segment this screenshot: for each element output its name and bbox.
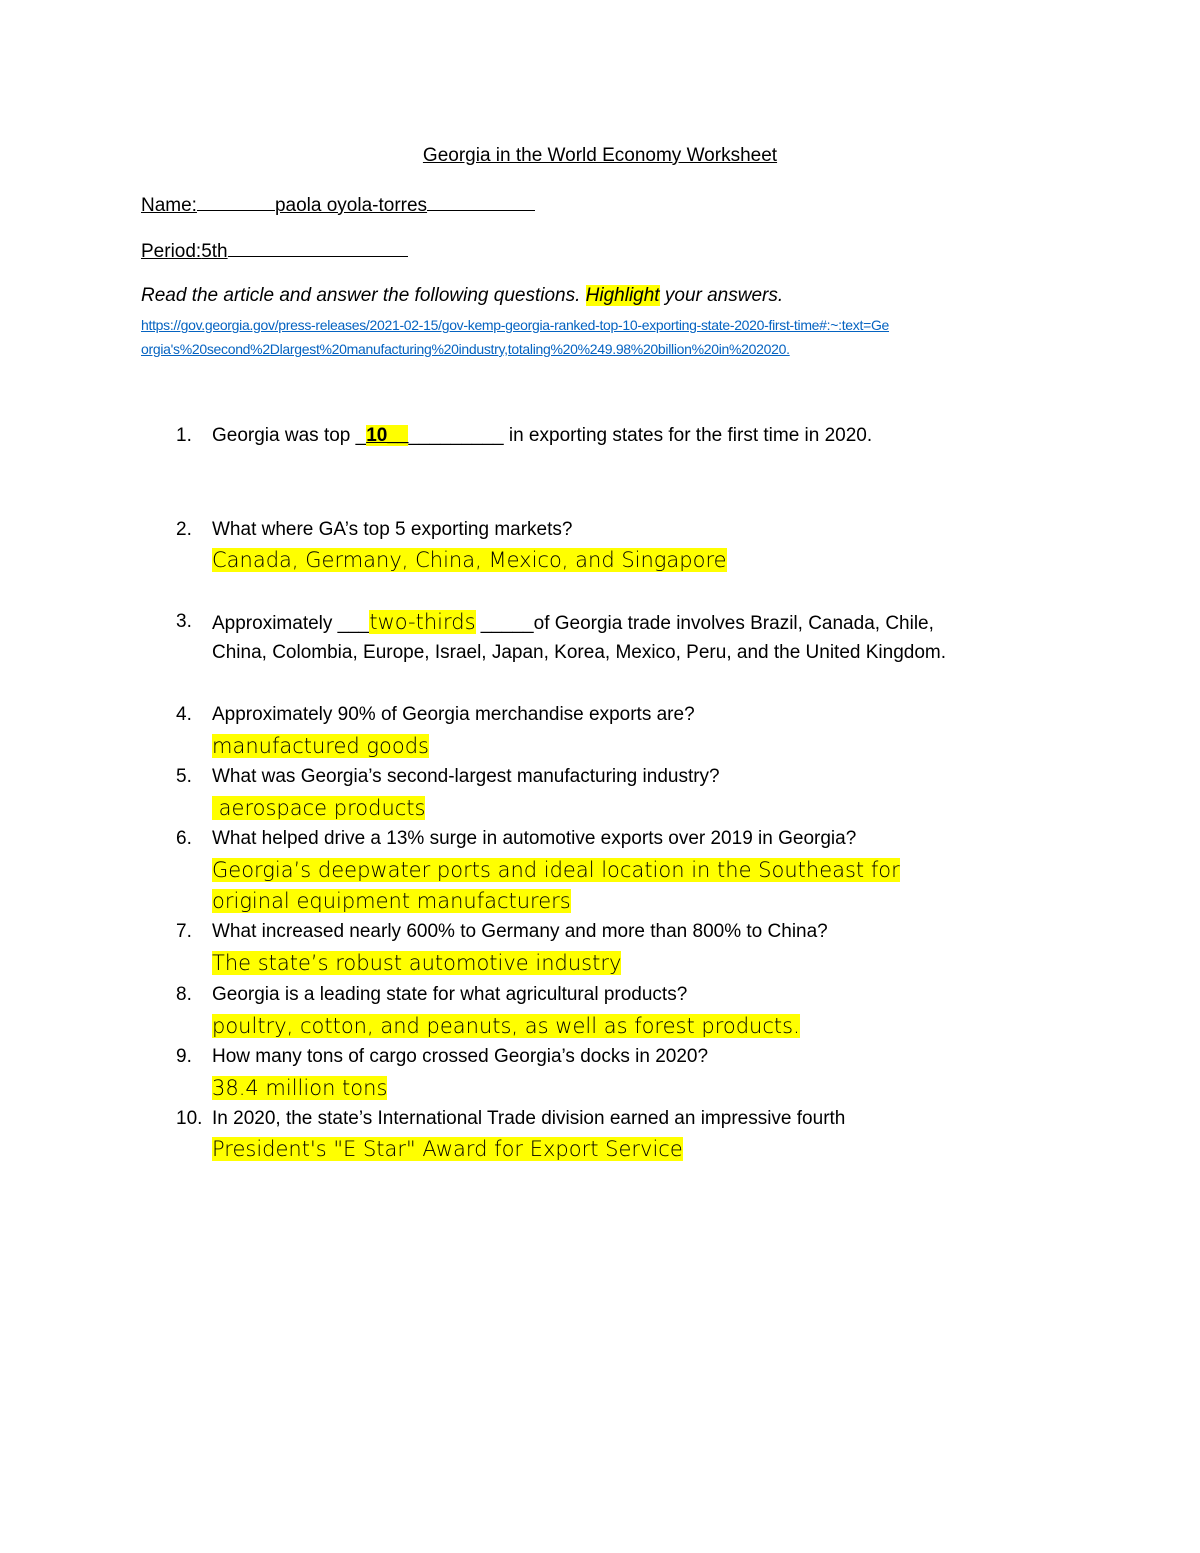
- question-3: Approximately ___two-thirds _____of Georgia trade involves Brazil, Canada, Chile,: [212, 610, 934, 634]
- question-number: 6.: [176, 828, 192, 849]
- answer-10: President's "E Star" Award for Export Service: [212, 1137, 683, 1161]
- answer-6-line2: original equipment manufacturers: [212, 889, 571, 913]
- question-10: In 2020, the state’s International Trade division earned an impressive fourth: [212, 1108, 846, 1129]
- question-number: 2.: [176, 519, 192, 540]
- answer-1: 10__: [366, 425, 409, 446]
- article-link-line2[interactable]: orgia's%20second%2Dlargest%20manufacturing%20industry,totaling%20%249.98%20billion%20in%202020.: [141, 341, 790, 357]
- question-number: 5.: [176, 766, 192, 787]
- answer-2: Canada, Germany, China, Mexico, and Singapore: [212, 548, 727, 572]
- worksheet-title: Georgia in the World Economy Worksheet: [422, 145, 778, 166]
- question-1: Georgia was top _10___________ in exporting states for the first time in 2020.: [212, 425, 873, 446]
- highlight-word: Highlight: [585, 285, 660, 306]
- answer-5: aerospace products: [212, 796, 426, 820]
- name-value: paola oyola-torres: [274, 195, 428, 216]
- answer-3: two-thirds: [369, 610, 476, 634]
- answer-9: 38.4 million tons: [212, 1076, 388, 1100]
- question-8: Georgia is a leading state for what agricultural products?: [212, 984, 688, 1005]
- question-number: 9.: [176, 1046, 192, 1067]
- article-link-line1[interactable]: https://gov.georgia.gov/press-releases/2021-02-15/gov-kemp-georgia-ranked-top-10-exporting-state-2020-first-time#:~:text=Ge: [141, 317, 890, 333]
- question-6: What helped drive a 13% surge in automotive exports over 2019 in Georgia?: [212, 828, 857, 849]
- answer-7: The state’s robust automotive industry: [212, 951, 622, 975]
- period-value: 5th: [201, 241, 228, 262]
- question-number: 8.: [176, 984, 192, 1005]
- question-7: What increased nearly 600% to Germany and more than 800% to China?: [212, 921, 828, 942]
- answer-4: manufactured goods: [212, 734, 429, 758]
- question-4: Approximately 90% of Georgia merchandise exports are?: [212, 704, 695, 725]
- question-5: What was Georgia’s second-largest manufacturing industry?: [212, 766, 720, 787]
- answer-6: Georgia’s deepwater ports and ideal location in the Southeast for: [212, 858, 900, 882]
- question-number: 1.: [176, 425, 192, 446]
- question-number: 3.: [176, 611, 192, 632]
- name-line: [141, 190, 535, 219]
- question-number: 7.: [176, 921, 192, 942]
- instructions: Read the article and answer the following questions. Highlight your answers.: [141, 285, 784, 306]
- period-label: Period:: [141, 241, 202, 262]
- question-3-line2: China, Colombia, Europe, Israel, Japan, Korea, Mexico, Peru, and the United Kingdom.: [212, 642, 947, 663]
- answer-8: poultry, cotton, and peanuts, as well as forest products.: [212, 1014, 800, 1038]
- name-label: Name:: [141, 195, 197, 216]
- question-2: What where GA’s top 5 exporting markets?: [212, 519, 573, 540]
- question-9: How many tons of cargo crossed Georgia’s docks in 2020?: [212, 1046, 709, 1067]
- question-number: 10.: [176, 1108, 203, 1129]
- question-number: 4.: [176, 704, 192, 725]
- period-line: [141, 236, 408, 265]
